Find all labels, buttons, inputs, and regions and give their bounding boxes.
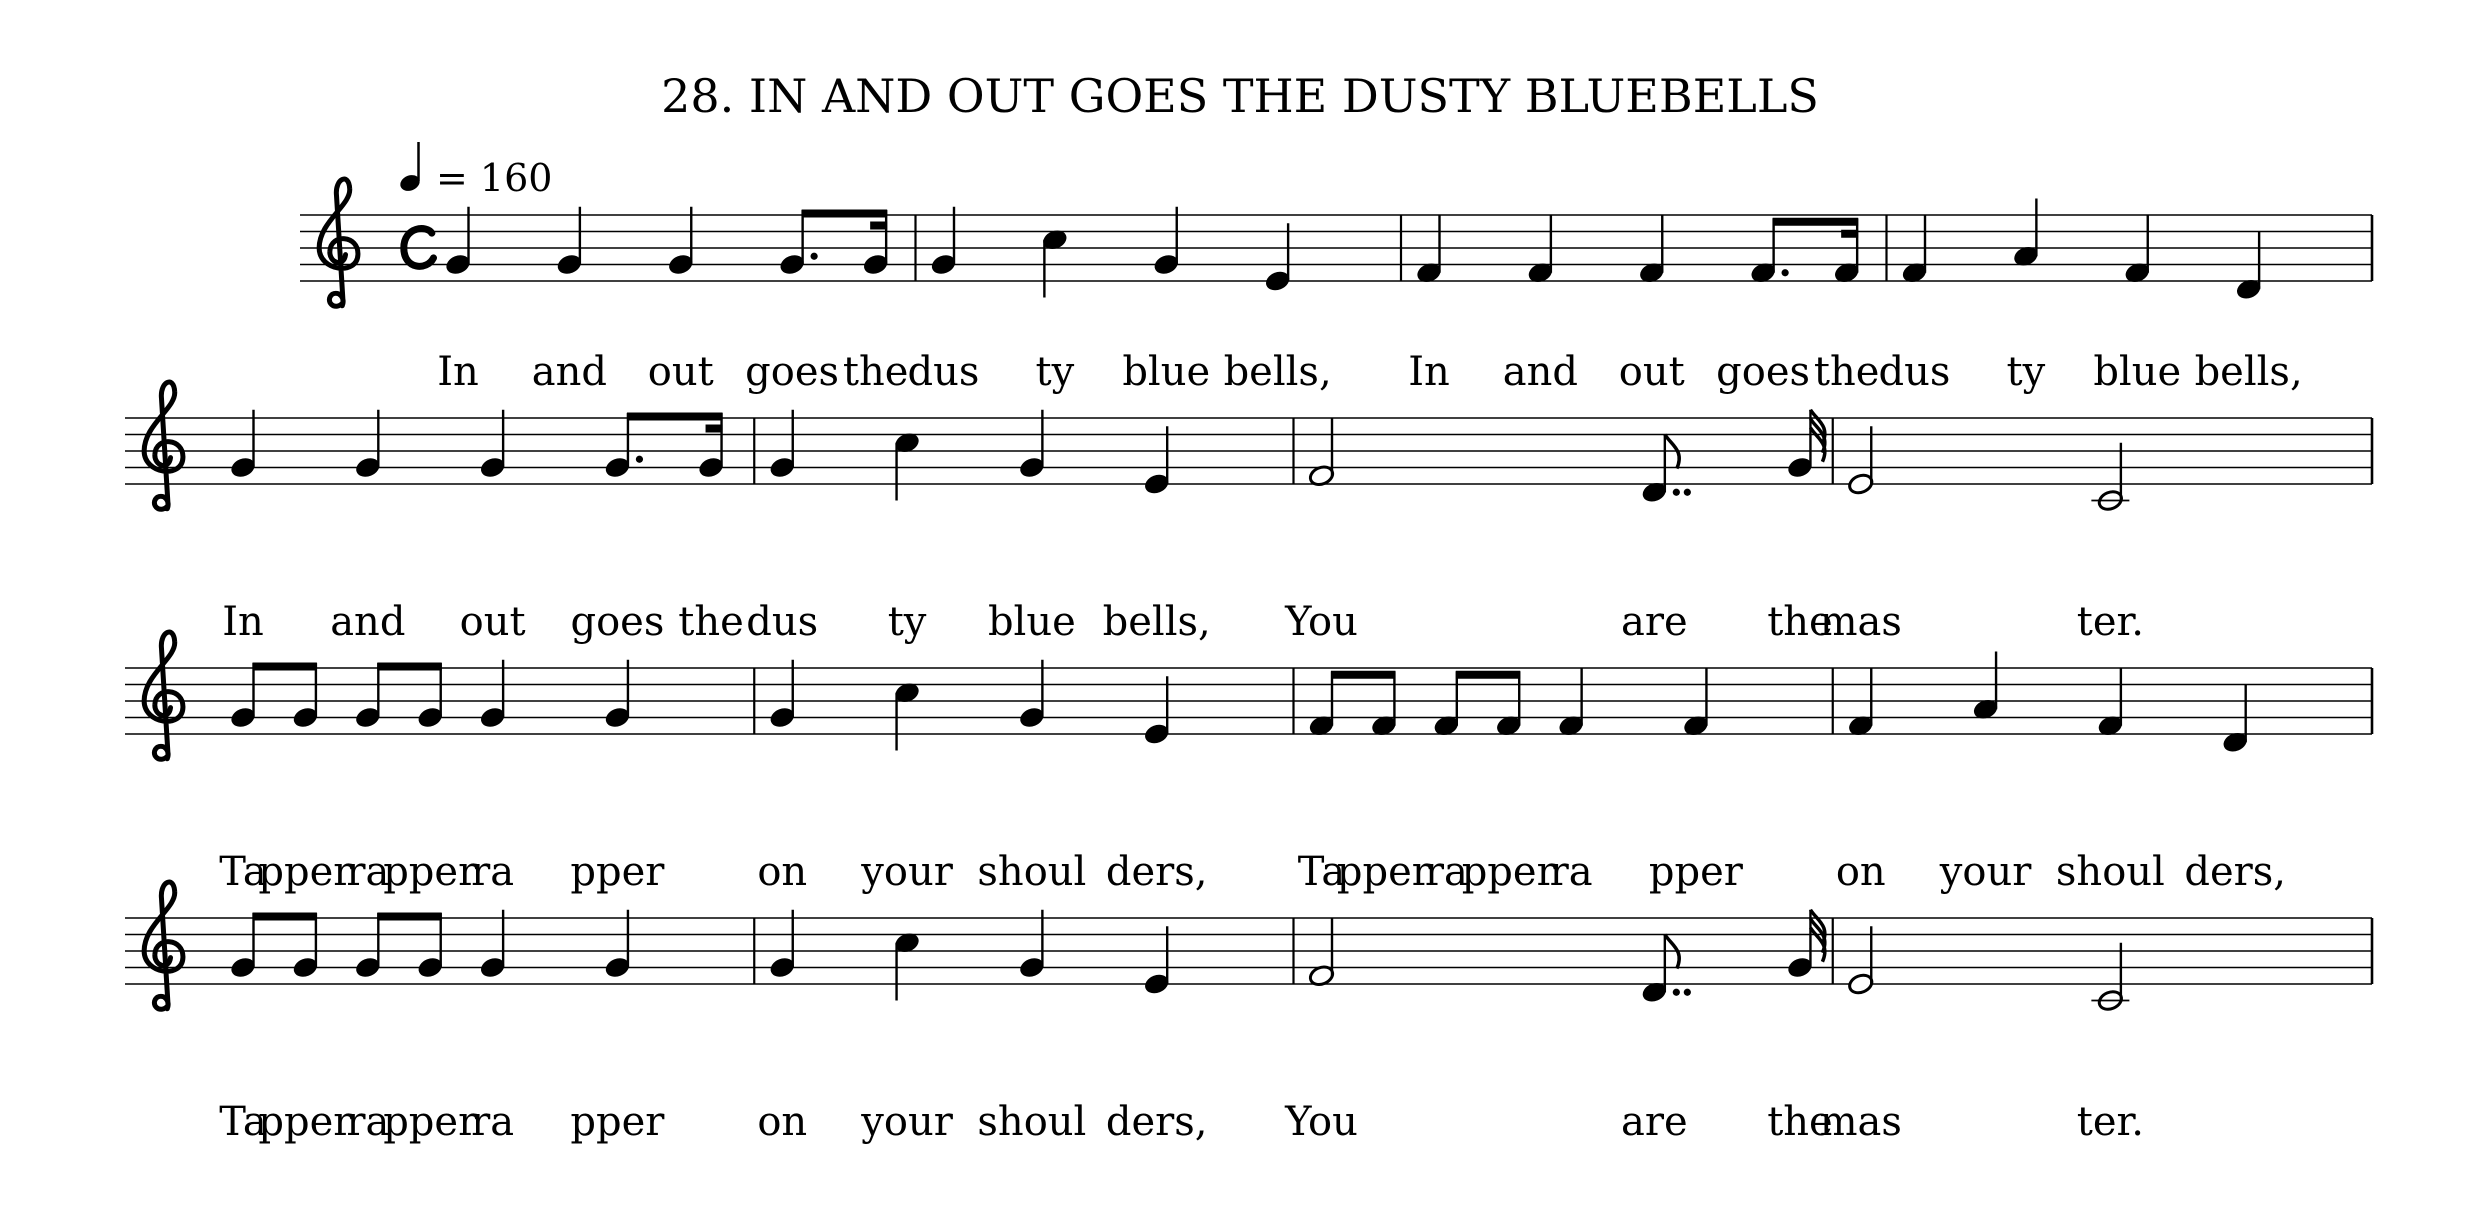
lyric-syllable: ra [1424, 849, 1468, 895]
treble-clef-icon [144, 882, 183, 1009]
lyric-syllable: You [1285, 1099, 1358, 1145]
lyric-syllable: your [861, 1099, 953, 1145]
lyric-syllable: on [757, 849, 808, 895]
lyric-syllable: ter. [2076, 599, 2144, 645]
staff-system [125, 882, 2372, 1145]
staff-system [300, 179, 2372, 395]
lyric-syllable: ty [1035, 349, 1075, 395]
lyric-syllable: goes [570, 599, 665, 645]
lyric-syllable: dus [907, 349, 980, 395]
lyric-syllable: bells, [1223, 349, 1332, 395]
lyric-syllable: blue [1122, 349, 1211, 395]
augmentation-dot [1673, 989, 1680, 996]
lyric-syllable: shoul [977, 849, 1087, 895]
lyric-syllable: Ta [1297, 849, 1346, 895]
staff-system [125, 632, 2372, 895]
treble-clef-icon [144, 632, 183, 759]
lyric-syllable: pper [570, 849, 665, 895]
lyric-syllable: ra [346, 849, 390, 895]
lyric-syllable: and [330, 599, 406, 645]
augmentation-dot [1782, 269, 1789, 276]
lyric-syllable: the [1813, 349, 1880, 395]
lyric-syllable: bells, [1102, 599, 1211, 645]
treble-clef-icon [144, 382, 183, 509]
lyric-syllable: the [842, 349, 909, 395]
tempo-marking [398, 142, 553, 200]
lyric-syllable: pper [1336, 849, 1431, 895]
staff-system [125, 382, 2372, 645]
lyric-syllable: shoul [2055, 849, 2165, 895]
lyric-syllable: mas [1819, 599, 1902, 645]
lyric-syllable: ty [2006, 349, 2046, 395]
lyric-syllable: your [861, 849, 953, 895]
lyric-syllable: blue [2093, 349, 2182, 395]
lyric-syllable: ders, [1105, 1099, 1208, 1145]
lyric-syllable: Ta [219, 1099, 267, 1145]
lyric-syllable: and [531, 349, 607, 395]
lyric-syllable: pper [383, 849, 478, 895]
lyric-syllable: out [1618, 349, 1685, 395]
lyric-syllable: the [1767, 1099, 1833, 1145]
lyric-syllable: ter. [2076, 1099, 2144, 1145]
lyric-syllable: blue [987, 599, 1076, 645]
lyric-syllable: the [678, 599, 744, 645]
lyric-syllable: pper [258, 849, 353, 895]
lyric-syllable: are [1621, 1099, 1688, 1145]
lyric-syllable: your [1939, 849, 2032, 895]
lyric-syllable: ders, [1105, 849, 1208, 895]
treble-clef-icon [319, 179, 358, 306]
lyric-syllable: ders, [2184, 849, 2287, 895]
lyric-syllable: ty [887, 599, 927, 645]
augmentation-dot [1684, 489, 1691, 496]
lyric-syllable: on [1835, 849, 1886, 895]
lyric-syllable: pper [1648, 849, 1743, 895]
lyric-syllable: ra [1549, 849, 1593, 895]
augmentation-dot [636, 456, 643, 463]
lyric-syllable: Ta [219, 849, 267, 895]
lyric-syllable: ra [346, 1099, 390, 1145]
lyric-syllable: out [459, 599, 526, 645]
augmentation-dot [1684, 989, 1691, 996]
lyric-syllable: pper [383, 1099, 478, 1145]
lyric-syllable: shoul [977, 1099, 1087, 1145]
lyric-syllable: out [647, 349, 714, 395]
song-title: 28. IN AND OUT GOES THE DUSTY BLUEBELLS [661, 69, 1819, 123]
lyric-syllable: on [757, 1099, 808, 1145]
quarter-note-icon [398, 142, 422, 194]
augmentation-dot [811, 253, 818, 260]
augmentation-dot [1673, 489, 1680, 496]
lyric-syllable: and [1502, 349, 1578, 395]
lyric-syllable: You [1285, 599, 1358, 645]
lyric-syllable: In [222, 599, 264, 645]
tempo-value: = 160 [436, 156, 553, 200]
lyric-syllable: are [1621, 599, 1688, 645]
lyric-syllable: In [1408, 349, 1450, 395]
lyric-syllable: dus [1878, 349, 1951, 395]
lyric-syllable: dus [746, 599, 819, 645]
lyric-syllable: ra [471, 849, 515, 895]
lyric-syllable: mas [1819, 1099, 1902, 1145]
lyric-syllable: bells, [2194, 349, 2303, 395]
lyric-syllable: pper [1461, 849, 1556, 895]
lyric-syllable: pper [570, 1099, 665, 1145]
lyric-syllable: ra [471, 1099, 515, 1145]
lyric-syllable: goes [1716, 349, 1811, 395]
lyric-syllable: In [437, 349, 479, 395]
lyric-syllable: the [1767, 599, 1833, 645]
lyric-syllable: pper [258, 1099, 353, 1145]
lyric-syllable: goes [745, 349, 840, 395]
